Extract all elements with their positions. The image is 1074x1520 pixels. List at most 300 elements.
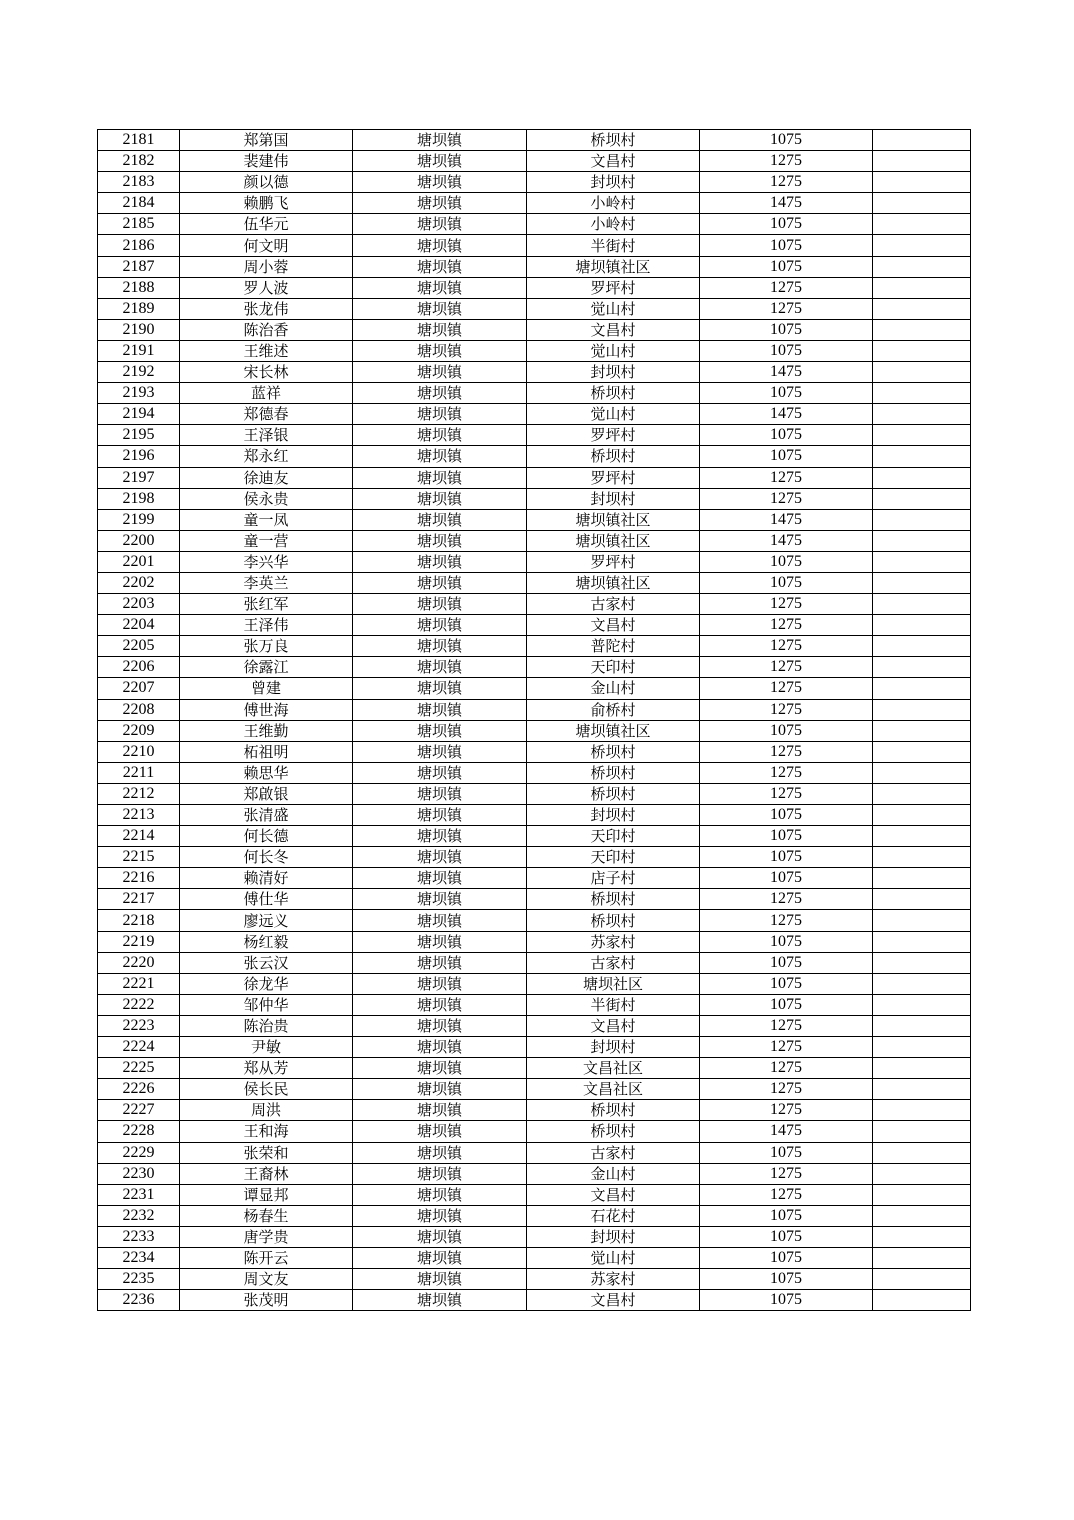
amount-cell: 1075 [700,572,873,593]
amount-cell: 1275 [700,762,873,783]
village-cell: 古家村 [527,594,700,615]
table-row [98,994,971,1015]
village-cell: 金山村 [527,678,700,699]
village-cell: 桥坝村 [527,383,700,404]
village-cell: 封坝村 [527,805,700,826]
name-cell: 宋长林 [180,362,353,383]
village-cell: 古家村 [527,1142,700,1163]
row-number-cell: 2206 [98,657,180,678]
remark-cell [873,973,971,994]
amount-cell: 1075 [700,826,873,847]
table-row [98,446,971,467]
name-cell: 徐迪友 [180,467,353,488]
village-cell: 桥坝村 [527,910,700,931]
amount-cell: 1275 [700,467,873,488]
town-cell: 塘坝镇 [353,1269,527,1290]
town-cell: 塘坝镇 [353,1163,527,1184]
town-cell: 塘坝镇 [353,594,527,615]
name-cell: 曾建 [180,678,353,699]
remark-cell [873,1121,971,1142]
row-number-cell: 2219 [98,931,180,952]
name-cell: 周洪 [180,1100,353,1121]
row-number-cell: 2196 [98,446,180,467]
town-cell: 塘坝镇 [353,1142,527,1163]
amount-cell: 1075 [700,383,873,404]
row-number-cell: 2184 [98,193,180,214]
name-cell: 周文友 [180,1269,353,1290]
remark-cell [873,636,971,657]
name-cell: 邹仲华 [180,994,353,1015]
row-number-cell: 2194 [98,404,180,425]
table-row [98,214,971,235]
table-row [98,530,971,551]
remark-cell [873,1037,971,1058]
amount-cell: 1275 [700,1079,873,1100]
table-row [98,1247,971,1268]
table-row [98,952,971,973]
town-cell: 塘坝镇 [353,1015,527,1036]
remark-cell [873,741,971,762]
table-row [98,1058,971,1079]
table-row [98,340,971,361]
town-cell: 塘坝镇 [353,404,527,425]
remark-cell [873,1269,971,1290]
town-cell: 塘坝镇 [353,1058,527,1079]
town-cell: 塘坝镇 [353,277,527,298]
name-cell: 李兴华 [180,551,353,572]
table-row [98,678,971,699]
village-cell: 文昌村 [527,1184,700,1205]
town-cell: 塘坝镇 [353,720,527,741]
row-number-cell: 2233 [98,1226,180,1247]
amount-cell: 1075 [700,425,873,446]
table-row [98,910,971,931]
remark-cell [873,362,971,383]
remark-cell [873,994,971,1015]
village-cell: 文昌村 [527,1015,700,1036]
village-cell: 石花村 [527,1205,700,1226]
remark-cell [873,151,971,172]
table-row [98,847,971,868]
table-row [98,699,971,720]
amount-cell: 1075 [700,1226,873,1247]
name-cell: 侯永贵 [180,488,353,509]
town-cell: 塘坝镇 [353,1247,527,1268]
village-cell: 觉山村 [527,298,700,319]
name-cell: 张云汉 [180,952,353,973]
name-cell: 杨红毅 [180,931,353,952]
table-row [98,235,971,256]
name-cell: 郑德春 [180,404,353,425]
amount-cell: 1075 [700,1142,873,1163]
table-row [98,172,971,193]
remark-cell [873,1163,971,1184]
table-row [98,868,971,889]
village-cell: 文昌村 [527,319,700,340]
row-number-cell: 2221 [98,973,180,994]
town-cell: 塘坝镇 [353,1037,527,1058]
row-number-cell: 2216 [98,868,180,889]
row-number-cell: 2205 [98,636,180,657]
table-row [98,1290,971,1311]
amount-cell: 1075 [700,319,873,340]
town-cell: 塘坝镇 [353,319,527,340]
town-cell: 塘坝镇 [353,847,527,868]
remark-cell [873,1290,971,1311]
row-number-cell: 2220 [98,952,180,973]
town-cell: 塘坝镇 [353,741,527,762]
amount-cell: 1075 [700,805,873,826]
town-cell: 塘坝镇 [353,530,527,551]
remark-cell [873,340,971,361]
amount-cell: 1275 [700,298,873,319]
village-cell: 文昌村 [527,615,700,636]
remark-cell [873,1184,971,1205]
amount-cell: 1075 [700,720,873,741]
amount-cell: 1075 [700,1290,873,1311]
village-cell: 桥坝村 [527,741,700,762]
subsidy-list-table [97,129,971,1311]
town-cell: 塘坝镇 [353,783,527,804]
village-cell: 文昌社区 [527,1058,700,1079]
name-cell: 唐学贵 [180,1226,353,1247]
remark-cell [873,678,971,699]
remark-cell [873,1226,971,1247]
table-row [98,594,971,615]
remark-cell [873,130,971,151]
town-cell: 塘坝镇 [353,952,527,973]
amount-cell: 1275 [700,1100,873,1121]
amount-cell: 1275 [700,910,873,931]
name-cell: 何长冬 [180,847,353,868]
name-cell: 陈治香 [180,319,353,340]
name-cell: 柘祖明 [180,741,353,762]
remark-cell [873,467,971,488]
table-row [98,151,971,172]
amount-cell: 1075 [700,214,873,235]
town-cell: 塘坝镇 [353,1226,527,1247]
village-cell: 罗坪村 [527,467,700,488]
town-cell: 塘坝镇 [353,446,527,467]
name-cell: 傅仕华 [180,889,353,910]
amount-cell: 1275 [700,699,873,720]
row-number-cell: 2207 [98,678,180,699]
village-cell: 金山村 [527,1163,700,1184]
town-cell: 塘坝镇 [353,636,527,657]
table-row [98,488,971,509]
town-cell: 塘坝镇 [353,425,527,446]
town-cell: 塘坝镇 [353,362,527,383]
remark-cell [873,594,971,615]
village-cell: 封坝村 [527,1226,700,1247]
row-number-cell: 2191 [98,340,180,361]
amount-cell: 1275 [700,594,873,615]
amount-cell: 1275 [700,783,873,804]
row-number-cell: 2201 [98,551,180,572]
row-number-cell: 2234 [98,1247,180,1268]
village-cell: 文昌村 [527,1290,700,1311]
name-cell: 郑从芳 [180,1058,353,1079]
remark-cell [873,1205,971,1226]
town-cell: 塘坝镇 [353,1121,527,1142]
village-cell: 小岭村 [527,214,700,235]
table-row [98,425,971,446]
village-cell: 觉山村 [527,404,700,425]
amount-cell: 1275 [700,488,873,509]
table-row [98,783,971,804]
village-cell: 天印村 [527,847,700,868]
table-row [98,1163,971,1184]
amount-cell: 1275 [700,1058,873,1079]
row-number-cell: 2218 [98,910,180,931]
name-cell: 张龙伟 [180,298,353,319]
row-number-cell: 2195 [98,425,180,446]
remark-cell [873,572,971,593]
table-row [98,256,971,277]
town-cell: 塘坝镇 [353,910,527,931]
row-number-cell: 2192 [98,362,180,383]
name-cell: 傅世海 [180,699,353,720]
table-row [98,1121,971,1142]
village-cell: 封坝村 [527,488,700,509]
row-number-cell: 2211 [98,762,180,783]
table-body [98,130,971,1311]
amount-cell: 1075 [700,847,873,868]
village-cell: 封坝村 [527,362,700,383]
village-cell: 觉山村 [527,1247,700,1268]
table-row [98,509,971,530]
table-row [98,277,971,298]
name-cell: 王维勤 [180,720,353,741]
remark-cell [873,277,971,298]
amount-cell: 1275 [700,1037,873,1058]
town-cell: 塘坝镇 [353,889,527,910]
amount-cell: 1275 [700,151,873,172]
town-cell: 塘坝镇 [353,235,527,256]
row-number-cell: 2224 [98,1037,180,1058]
table-row [98,572,971,593]
town-cell: 塘坝镇 [353,973,527,994]
village-cell: 桥坝村 [527,1100,700,1121]
amount-cell: 1275 [700,1015,873,1036]
amount-cell: 1275 [700,1184,873,1205]
village-cell: 小岭村 [527,193,700,214]
remark-cell [873,1079,971,1100]
name-cell: 周小蓉 [180,256,353,277]
village-cell: 塘坝镇社区 [527,509,700,530]
row-number-cell: 2189 [98,298,180,319]
row-number-cell: 2209 [98,720,180,741]
village-cell: 半街村 [527,235,700,256]
row-number-cell: 2190 [98,319,180,340]
town-cell: 塘坝镇 [353,826,527,847]
remark-cell [873,383,971,404]
table-row [98,1015,971,1036]
name-cell: 赖鹏飞 [180,193,353,214]
remark-cell [873,235,971,256]
town-cell: 塘坝镇 [353,1079,527,1100]
table-row [98,720,971,741]
town-cell: 塘坝镇 [353,130,527,151]
remark-cell [873,446,971,467]
town-cell: 塘坝镇 [353,467,527,488]
remark-cell [873,847,971,868]
table-row [98,1226,971,1247]
table-row [98,762,971,783]
remark-cell [873,762,971,783]
amount-cell: 1075 [700,446,873,467]
name-cell: 裴建伟 [180,151,353,172]
row-number-cell: 2199 [98,509,180,530]
remark-cell [873,425,971,446]
remark-cell [873,1100,971,1121]
village-cell: 苏家村 [527,1269,700,1290]
row-number-cell: 2235 [98,1269,180,1290]
row-number-cell: 2208 [98,699,180,720]
row-number-cell: 2186 [98,235,180,256]
village-cell: 塘坝镇社区 [527,572,700,593]
table-row [98,805,971,826]
town-cell: 塘坝镇 [353,762,527,783]
name-cell: 王泽银 [180,425,353,446]
remark-cell [873,699,971,720]
table-row [98,636,971,657]
village-cell: 普陀村 [527,636,700,657]
town-cell: 塘坝镇 [353,256,527,277]
name-cell: 尹敏 [180,1037,353,1058]
row-number-cell: 2225 [98,1058,180,1079]
amount-cell: 1075 [700,931,873,952]
town-cell: 塘坝镇 [353,383,527,404]
name-cell: 张清盛 [180,805,353,826]
remark-cell [873,298,971,319]
row-number-cell: 2203 [98,594,180,615]
town-cell: 塘坝镇 [353,298,527,319]
name-cell: 张茂明 [180,1290,353,1311]
remark-cell [873,530,971,551]
name-cell: 何长德 [180,826,353,847]
table-row [98,1037,971,1058]
amount-cell: 1475 [700,1121,873,1142]
village-cell: 古家村 [527,952,700,973]
row-number-cell: 2227 [98,1100,180,1121]
name-cell: 杨春生 [180,1205,353,1226]
table-row [98,383,971,404]
amount-cell: 1275 [700,889,873,910]
table-row [98,1100,971,1121]
name-cell: 伍华元 [180,214,353,235]
village-cell: 半街村 [527,994,700,1015]
row-number-cell: 2185 [98,214,180,235]
row-number-cell: 2236 [98,1290,180,1311]
row-number-cell: 2222 [98,994,180,1015]
row-number-cell: 2231 [98,1184,180,1205]
amount-cell: 1475 [700,193,873,214]
remark-cell [873,657,971,678]
remark-cell [873,509,971,530]
row-number-cell: 2182 [98,151,180,172]
amount-cell: 1275 [700,741,873,762]
village-cell: 桥坝村 [527,1121,700,1142]
name-cell: 侯长民 [180,1079,353,1100]
name-cell: 童一营 [180,530,353,551]
remark-cell [873,931,971,952]
amount-cell: 1075 [700,952,873,973]
amount-cell: 1075 [700,130,873,151]
name-cell: 王维述 [180,340,353,361]
name-cell: 张万良 [180,636,353,657]
amount-cell: 1275 [700,636,873,657]
remark-cell [873,1058,971,1079]
name-cell: 王和海 [180,1121,353,1142]
table-row [98,551,971,572]
town-cell: 塘坝镇 [353,1290,527,1311]
table-row [98,1079,971,1100]
remark-cell [873,783,971,804]
village-cell: 俞桥村 [527,699,700,720]
name-cell: 赖思华 [180,762,353,783]
table-row [98,298,971,319]
table-row [98,130,971,151]
remark-cell [873,488,971,509]
remark-cell [873,319,971,340]
town-cell: 塘坝镇 [353,551,527,572]
table-row [98,657,971,678]
amount-cell: 1275 [700,615,873,636]
table-row [98,973,971,994]
town-cell: 塘坝镇 [353,214,527,235]
village-cell: 天印村 [527,657,700,678]
row-number-cell: 2181 [98,130,180,151]
row-number-cell: 2197 [98,467,180,488]
town-cell: 塘坝镇 [353,805,527,826]
name-cell: 罗人波 [180,277,353,298]
row-number-cell: 2187 [98,256,180,277]
town-cell: 塘坝镇 [353,151,527,172]
name-cell: 蓝祥 [180,383,353,404]
table-row [98,615,971,636]
village-cell: 封坝村 [527,172,700,193]
town-cell: 塘坝镇 [353,615,527,636]
amount-cell: 1475 [700,404,873,425]
town-cell: 塘坝镇 [353,699,527,720]
table-row [98,193,971,214]
name-cell: 郑第国 [180,130,353,151]
amount-cell: 1075 [700,235,873,256]
remark-cell [873,615,971,636]
row-number-cell: 2228 [98,1121,180,1142]
row-number-cell: 2213 [98,805,180,826]
village-cell: 桥坝村 [527,889,700,910]
village-cell: 罗坪村 [527,277,700,298]
village-cell: 文昌村 [527,151,700,172]
amount-cell: 1475 [700,362,873,383]
row-number-cell: 2193 [98,383,180,404]
row-number-cell: 2200 [98,530,180,551]
town-cell: 塘坝镇 [353,509,527,530]
table-row [98,319,971,340]
amount-cell: 1075 [700,340,873,361]
amount-cell: 1075 [700,1205,873,1226]
row-number-cell: 2198 [98,488,180,509]
village-cell: 桥坝村 [527,446,700,467]
village-cell: 店子村 [527,868,700,889]
town-cell: 塘坝镇 [353,572,527,593]
row-number-cell: 2202 [98,572,180,593]
row-number-cell: 2229 [98,1142,180,1163]
row-number-cell: 2215 [98,847,180,868]
table-row [98,1142,971,1163]
